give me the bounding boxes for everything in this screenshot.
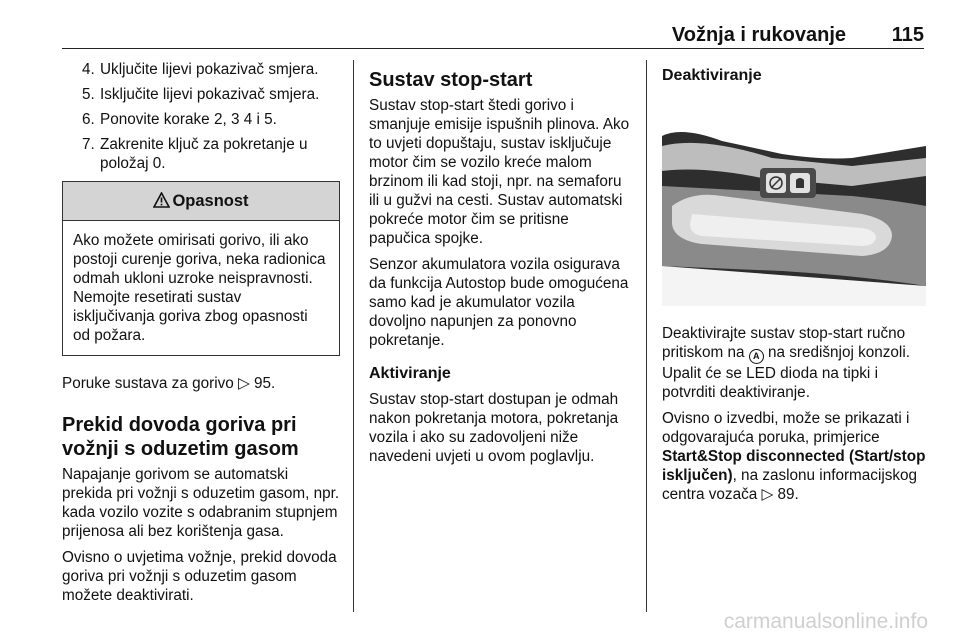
page-header [62, 24, 924, 50]
section-heading: Prekid dovoda goriva pri vožnji s oduzetim gasom [62, 414, 299, 460]
subheading: Deaktiviranje [662, 67, 762, 84]
column-2 [369, 60, 634, 473]
column-3 [662, 60, 928, 511]
section-heading: Sustav stop-start [369, 69, 533, 91]
subheading: Aktiviranje [369, 365, 451, 382]
header-rule [62, 48, 924, 49]
display-message: Start&Stop disconnected (Start/stop isključen) [662, 448, 926, 484]
warning-box [62, 181, 340, 356]
paragraph: Ovisno o izvedbi, može se prikazati i odgovarajuća poruka, primjerice Start&Stop disconnected (Start/stop isključen), na zaslonu informacijskog centra vozača ▷ 89. [662, 410, 926, 503]
warning-triangle-icon [153, 192, 170, 208]
paragraph: Deaktivirajte sustav stop-start ručno pritiskom na A na središnjoj konzoli. Upalit će se LED dioda na tipki i potvrditi deaktiviranje. [662, 325, 910, 401]
page-reference-icon: ▷ [761, 486, 774, 503]
warning-title: Opasnost [172, 192, 249, 210]
stop-start-button-icon: A [749, 349, 764, 364]
paragraph: Sustav stop-start dostupan je odmah nakon pokretanja motora, pokretanja vozila i ako su zadovoljeni niže navedeni uvjeti u ovom poglavlju. [369, 391, 619, 465]
warning-text: Ako možete omirisati gorivo, ili ako postoji curenje goriva, neka radionica odmah ukloni uzroke neispravnosti. Nemojte resetirati sustav isključivanja goriva zbog opasnosti od požara. [73, 232, 326, 344]
page-number: 115 [891, 24, 924, 46]
paragraph: Sustav stop-start štedi gorivo i smanjuje emisije ispušnih plinova. Ako to uvjeti dopuštaju, sustav isključuje motor čim se vozilo kreće malom brzinom ili kad stoji, npr. na semaforu ili u gužvi na cesti. Sustav automatski pokreće motor čim se pritisne papučica spojke. [369, 97, 630, 247]
list-item: 6. Ponovite korake 2, 3 4 i 5. [82, 111, 277, 128]
page-reference-icon: ▷ [238, 375, 250, 392]
paragraph: Ovisno o uvjetima vožnje, prekid dovoda goriva pri vožnji s oduzetim gasom možete deaktivirati. [62, 549, 337, 604]
paragraph: Senzor akumulatora vozila osigurava da funkcija Autostop bude omogućena samo kad je akumulator vozila dovoljno napunjen za ponovno pokretanje. [369, 256, 629, 349]
step-list [62, 60, 340, 173]
list-item: 7. Zakrenite ključ za pokretanje u položaj 0. [82, 136, 308, 172]
column-divider-1 [353, 60, 354, 612]
column-divider-2 [646, 60, 647, 612]
paragraph: Napajanje gorivom se automatski prekida pri vožnji s oduzetim gasom, npr. kada vozilo vozite s odabranim stupnjem prijenosa ali bez korištenja gasa. [62, 466, 340, 540]
warning-header [63, 182, 339, 221]
column-1 [62, 60, 340, 612]
chapter-title: Vožnja i rukovanje [671, 24, 846, 46]
list-item: 5. Isključite lijevi pokazivač smjera. [82, 86, 320, 103]
list-item: 4. Uključite lijevi pokazivač smjera. [82, 61, 319, 78]
watermark: carmanualsonline.info [723, 610, 928, 633]
fuel-messages-line: Poruke sustava za gorivo ▷ 95. [62, 375, 276, 392]
center-console-photo [662, 96, 926, 306]
